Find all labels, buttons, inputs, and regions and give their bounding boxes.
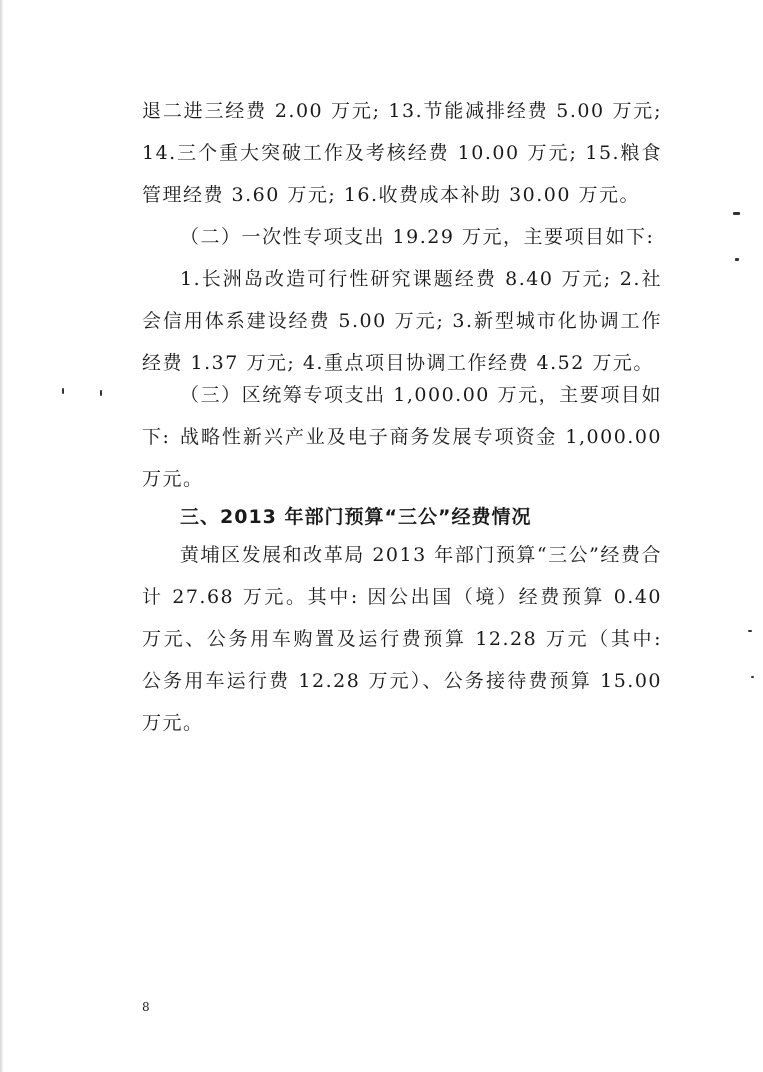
scan-edge [0, 0, 3, 1072]
paragraph-district-items: 战略性新兴产业及电子商务发展专项资金 1,000.00 万元。 [142, 426, 662, 490]
paragraph-expenses-continued: 退二进三经费 2.00 万元; 13.节能减排经费 5.00 万元; 14.三个重大突破工作及考核经费 10.00 万元; 15.粮食管理经费 3.60 万元; 16.收费成本补助 30.00 万元。 [142, 100, 662, 206]
scan-speck [748, 630, 752, 632]
page-number: 8 [142, 1000, 150, 1014]
scan-speck [733, 212, 740, 215]
scan-speck [735, 258, 739, 261]
section-heading-three-public: 三、2013 年部门预算“三公”经费情况 [180, 506, 532, 528]
paragraph-one-time-special: （二）一次性专项支出 19.29 万元，主要项目如下: [180, 226, 655, 248]
paragraph-three-public-detail: 黄埔区发展和改革局 2013 年部门预算“三公”经费合计 27.68 万元。其中: 因公出国（境）经费预算 0.40 万元、公务用车购置及运行费预算 12.28 万元（其中: 公务用车运行费 12.28 万元）、公务接待费预算 15.00 万元。 [142, 544, 662, 734]
scan-speck [751, 676, 754, 678]
scan-speck [62, 388, 64, 394]
paragraph-one-time-items: 1.长洲岛改造可行性研究课题经费 8.40 万元; 2.社会信用体系建设经费 5.00 万元; 3.新型城市化协调工作经费 1.37 万元; 4.重点项目协调工作经费 4.52 万元。 [142, 268, 662, 374]
paragraph-district-special: （三）区统筹专项支出 1,000.00 万元，主要项目如下: [142, 384, 662, 448]
scan-speck [100, 390, 102, 396]
